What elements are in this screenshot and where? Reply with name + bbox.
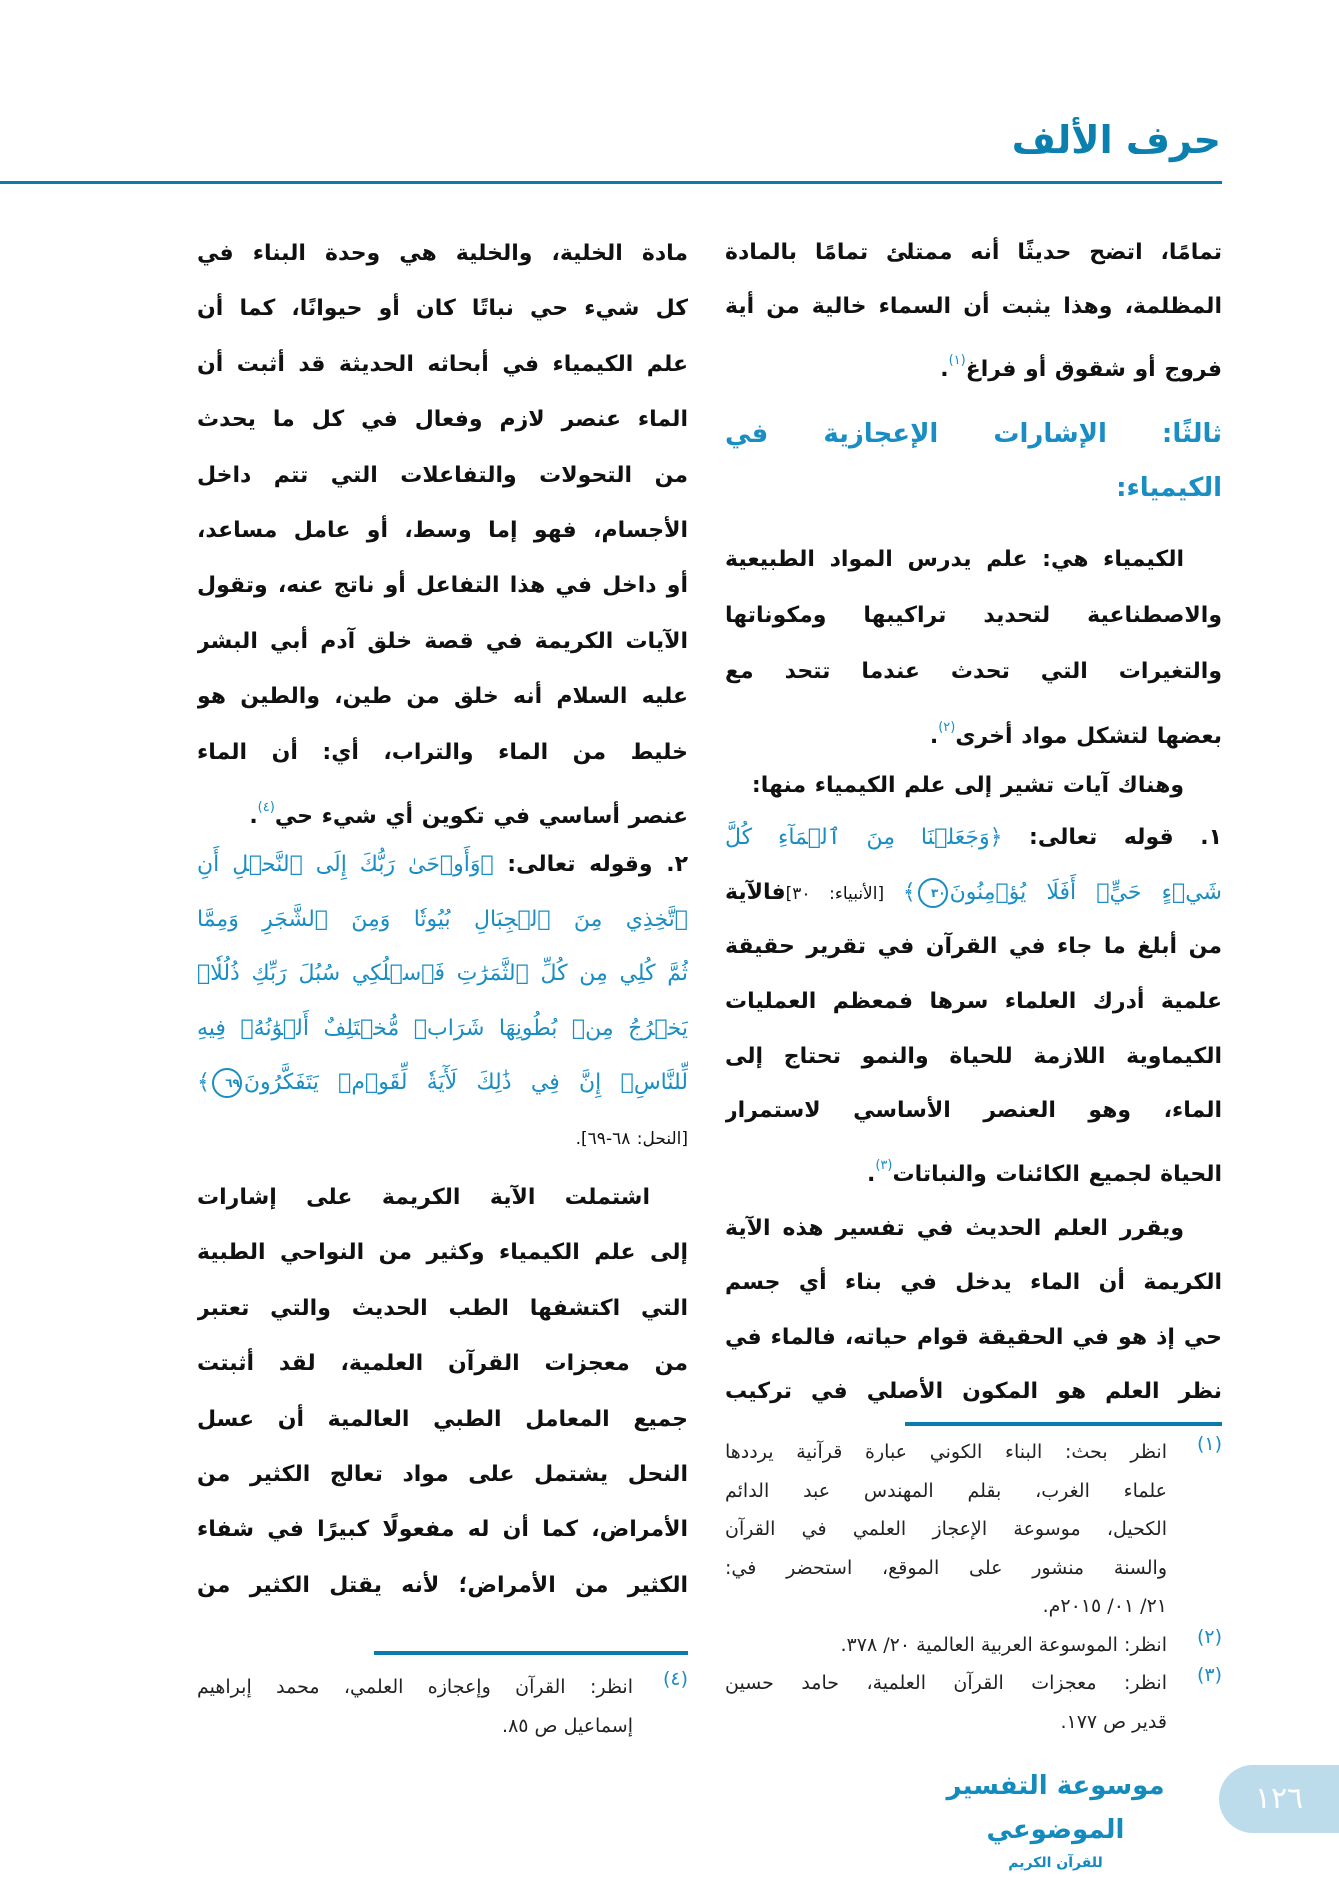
- text-line: [197, 558, 688, 613]
- footnote-separator: [905, 1422, 1222, 1426]
- chapter-title: حرف الألف: [1011, 118, 1221, 162]
- footnote-line: والسنة منشور على الموقع، استحضر في:: [725, 1556, 1167, 1579]
- verse-citation: [النحل: ٦٨-٦٩].: [575, 1128, 688, 1149]
- text-segment: عنصر أساسي في تكوين أي شيء حي: [274, 803, 688, 829]
- text-segment: .: [249, 803, 258, 829]
- text-segment: ١. قوله تعالى:: [1002, 825, 1222, 850]
- text-segment: كل شيء حي نباتًا كان أو حيوانًا، كما أن: [197, 296, 688, 322]
- footnote-separator: [374, 1651, 688, 1655]
- footnote-line: الكحيل، موسوعة الإعجاز العلمي في القرآن: [725, 1518, 1167, 1540]
- text-segment: فالآية: [725, 879, 786, 905]
- text-line: [197, 1558, 688, 1613]
- text-line: [725, 1311, 1222, 1365]
- footnote-line: انظر بحث: البناء الكوني عبارة قرآنية يرددها: [725, 1441, 1167, 1463]
- text-segment: والاصطناعية لتحديد تراكيبها ومكوناتها: [725, 603, 1222, 628]
- text-line: [725, 532, 1222, 588]
- quran-verse: ٱتَّخِذِي مِنَ ٱلۡجِبَالِ بُيُوتٗا وَمِنَ ٱلشَّجَرِ وَمِمَّا: [197, 906, 688, 932]
- footnote-line: علماء الغرب، بقلم المهندس عبد الدائم: [725, 1479, 1167, 1502]
- text-line: [725, 920, 1222, 975]
- footnote: [725, 1664, 1222, 1741]
- paragraph: [725, 759, 1222, 814]
- footnote-line: انظر: الموسوعة العربية العالمية ٢٠/ ٣٧٨.: [840, 1633, 1167, 1656]
- text-line: [725, 588, 1222, 644]
- text-line: [197, 226, 688, 281]
- text-line: [197, 392, 688, 447]
- footnote-reference[interactable]: (١): [948, 353, 966, 368]
- text-segment: فروج أو شقوق أو فراغ: [965, 357, 1222, 382]
- text-segment: من معجزات القرآن العلمية، لقد أثبتت: [197, 1351, 688, 1377]
- footnote: [725, 1433, 1222, 1626]
- paragraph: [197, 226, 688, 835]
- text-segment: اشتملت الآية الكريمة على إشارات: [197, 1185, 650, 1210]
- text-segment: إلى علم الكيمياء وكثير من النواحي الطبية: [197, 1240, 688, 1266]
- footnote-reference[interactable]: (٢): [938, 720, 956, 735]
- text-segment: الكيمياء:: [1116, 473, 1222, 503]
- text-segment: أو داخل في هذا التفاعل أو ناتج عنه، وتقول: [197, 573, 688, 599]
- text-line: [197, 893, 688, 948]
- logo-title: موسوعة التفسير الموضوعي: [946, 1771, 1165, 1845]
- text-line: [197, 1225, 688, 1280]
- text-line: [725, 866, 1222, 921]
- text-line: [725, 280, 1222, 334]
- verse-item: [725, 811, 1222, 1194]
- text-line: [197, 838, 688, 893]
- footnote-number: (٣): [1196, 1664, 1222, 1686]
- footnote-reference[interactable]: (٤): [257, 799, 275, 815]
- text-line: [725, 1084, 1222, 1139]
- footnote-line: انظر: معجزات القرآن العلمية، حامد حسين: [725, 1672, 1167, 1694]
- text-segment: الكيمياء هي: علم يدرس المواد الطبيعية: [725, 547, 1184, 572]
- text-segment: من التحولات والتفاعلات التي تتم داخل: [197, 462, 688, 488]
- text-segment: خليط من الماء والتراب، أي: أن الماء: [197, 739, 688, 765]
- text-segment: الماء، وهو العنصر الأساسي لاستمرار: [725, 1098, 1222, 1124]
- text-line: [725, 811, 1222, 866]
- text-segment: علمية أدرك العلماء سرها فمعظم العمليات: [725, 989, 1222, 1015]
- text-segment: مادة الخلية، والخلية هي وحدة البناء في: [197, 241, 688, 266]
- text-segment: الكريمة أن الماء يدخل في بناء أي جسم: [725, 1270, 1222, 1296]
- text-line: [725, 461, 1222, 515]
- footnote-line: ٢١/ ٠١/ ٢٠١٥م.: [1042, 1595, 1167, 1617]
- quran-verse: ﴿وَأَوۡحَىٰ رَبُّكَ إِلَى ٱلنَّحۡلِ أَنِ: [197, 852, 494, 877]
- text-line: [725, 700, 1222, 756]
- text-line: [197, 725, 688, 780]
- text-segment: .: [866, 1162, 876, 1188]
- text-line: [725, 644, 1222, 700]
- text-line: [725, 334, 1222, 388]
- text-line: [725, 1030, 1222, 1085]
- text-line: [197, 614, 688, 669]
- text-line: [725, 1139, 1222, 1194]
- text-line: [197, 337, 688, 392]
- text-line: [197, 281, 688, 336]
- text-line: [197, 1502, 688, 1557]
- text-segment: الأمراض، كما أن له مفعولًا كبيرًا في شفاء: [197, 1517, 688, 1543]
- text-line: [725, 226, 1222, 280]
- quran-verse: يَخۡرُجُ مِنۢ بُطُونِهَا شَرَابٞ مُّخۡتَلِفٌ أَلۡوَٰنُهُۥ فِيهِ: [197, 1015, 688, 1041]
- footnote-reference[interactable]: (٣): [875, 1158, 893, 1174]
- text-line: [197, 947, 688, 1002]
- footnote-line: انظر: القرآن وإعجازه العلمي، محمد إبراهيم: [197, 1676, 633, 1698]
- text-segment: ويقرر العلم الحديث في تفسير هذه الآية: [725, 1216, 1184, 1241]
- text-line: [197, 503, 688, 558]
- text-segment: من أبلغ ما جاء في القرآن في تقرير حقيقة: [725, 934, 1222, 960]
- text-line: [197, 1281, 688, 1336]
- ayah-number-marker: ٦٩: [212, 1068, 242, 1098]
- text-line: [197, 448, 688, 503]
- quran-verse: لِّلنَّاسِۚ إِنَّ فِي ذَٰلِكَ لَأٓيَةٗ لِّقَوۡمٖ يَتَفَكَّرُونَ: [243, 1070, 688, 1096]
- text-segment: الكيماوية اللازمة للحياة والنمو تحتاج إلى: [725, 1043, 1222, 1069]
- footnote-line: إسماعيل ص ٨٥.: [502, 1714, 633, 1737]
- section-heading: [725, 407, 1222, 515]
- footnote: [725, 1626, 1222, 1665]
- encyclopedia-logo: [933, 1764, 1178, 1871]
- paragraph: [197, 1170, 688, 1613]
- text-line: [197, 1392, 688, 1447]
- text-segment: علم الكيمياء في أبحاثه الحديثة قد أثبت أن: [197, 351, 688, 377]
- text-segment: المظلمة، وهذا يثبت أن السماء خالية من أية: [725, 294, 1222, 319]
- text-line: [725, 1256, 1222, 1310]
- text-segment: حي إذ هو في الحقيقة قوام حياته، فالماء في: [725, 1324, 1222, 1350]
- quran-verse: ﴿وَجَعَلۡنَا مِنَ ٱلۡمَآءِ كُلَّ: [725, 825, 1003, 850]
- text-segment: بعضها لتشكل مواد أخرى: [955, 724, 1222, 749]
- text-segment: التي اكتشفها الطب الحديث والتي تعتبر: [197, 1295, 688, 1321]
- ayah-number-marker: ٣٠: [918, 878, 948, 908]
- footnote-number: (٢): [1196, 1625, 1222, 1648]
- text-line: [725, 1202, 1222, 1256]
- verse-item: [197, 838, 688, 1166]
- text-segment: .: [940, 357, 949, 382]
- header-rule: [0, 181, 1222, 184]
- text-line: [725, 975, 1222, 1030]
- text-line: [197, 1447, 688, 1502]
- quran-verse: ﴾: [902, 879, 916, 905]
- text-line: [725, 1365, 1222, 1419]
- text-segment: عليه السلام أنه خلق من طين، والطين هو: [197, 684, 688, 710]
- paragraph: [725, 1202, 1222, 1419]
- logo-subtitle: للقرآن الكريم: [1008, 1855, 1103, 1871]
- page-number: ١٢٦: [1219, 1765, 1339, 1833]
- text-line: [197, 1170, 688, 1225]
- footnote-number: (١): [1196, 1433, 1222, 1455]
- text-segment: جميع المعامل الطبي العالمية أن عسل: [197, 1406, 688, 1432]
- text-line: [725, 759, 1222, 814]
- text-line: [197, 1111, 688, 1166]
- text-segment: الماء عنصر لازم وفعال في كل ما يحدث: [197, 407, 688, 433]
- footnotes: [197, 1668, 688, 1745]
- text-segment: .: [929, 724, 939, 749]
- footnote: [197, 1668, 688, 1745]
- quran-verse: ثُمَّ كُلِي مِن كُلِّ ٱلثَّمَرَٰتِ فَٱسۡلُكِي سُبُلَ رَبِّكِ ذُلُلٗاۚ: [197, 961, 688, 987]
- text-segment: وهناك آيات تشير إلى علم الكيمياء منها:: [751, 773, 1184, 798]
- text-line: [197, 669, 688, 724]
- text-segment: الآيات الكريمة في قصة خلق آدم أبي البشر: [197, 628, 688, 654]
- text-segment: نظر العلم هو المكون الأصلي في تركيب: [725, 1378, 1222, 1404]
- footnote-line: قدير ص ١٧٧.: [1060, 1710, 1167, 1733]
- text-segment: ٢. وقوله تعالى:: [493, 852, 688, 877]
- paragraph: [725, 532, 1222, 756]
- footnotes: [725, 1433, 1222, 1741]
- text-segment: الأجسام، فهو إما وسط، أو عامل مساعد،: [197, 517, 688, 543]
- text-segment: تمامًا، اتضح حديثًا أنه ممتلئ تمامًا بالمادة: [725, 240, 1222, 265]
- verse-citation: [الأنبياء: ٣٠]: [785, 883, 903, 904]
- text-segment: الحياة لجميع الكائنات والنباتات: [892, 1162, 1222, 1188]
- paragraph: [725, 226, 1222, 388]
- text-line: [725, 407, 1222, 461]
- footnote-number: (٤): [662, 1668, 688, 1690]
- quran-verse: شَيۡءٍ حَيٍّۚ أَفَلَا يُؤۡمِنُونَ: [949, 879, 1222, 905]
- text-segment: النحل يشتمل على مواد تعالج الكثير من: [197, 1461, 688, 1487]
- text-line: [197, 1336, 688, 1391]
- text-segment: ثالثًا: الإشارات الإعجازية في: [725, 419, 1222, 449]
- quran-verse: ﴾: [197, 1070, 210, 1096]
- text-line: [197, 780, 688, 835]
- text-line: [197, 1056, 688, 1111]
- text-segment: الكثير من الأمراض؛ لأنه يقتل الكثير من: [197, 1572, 688, 1598]
- text-segment: والتغيرات التي تحدث عندما تتحد مع: [725, 659, 1222, 684]
- text-line: [197, 1002, 688, 1057]
